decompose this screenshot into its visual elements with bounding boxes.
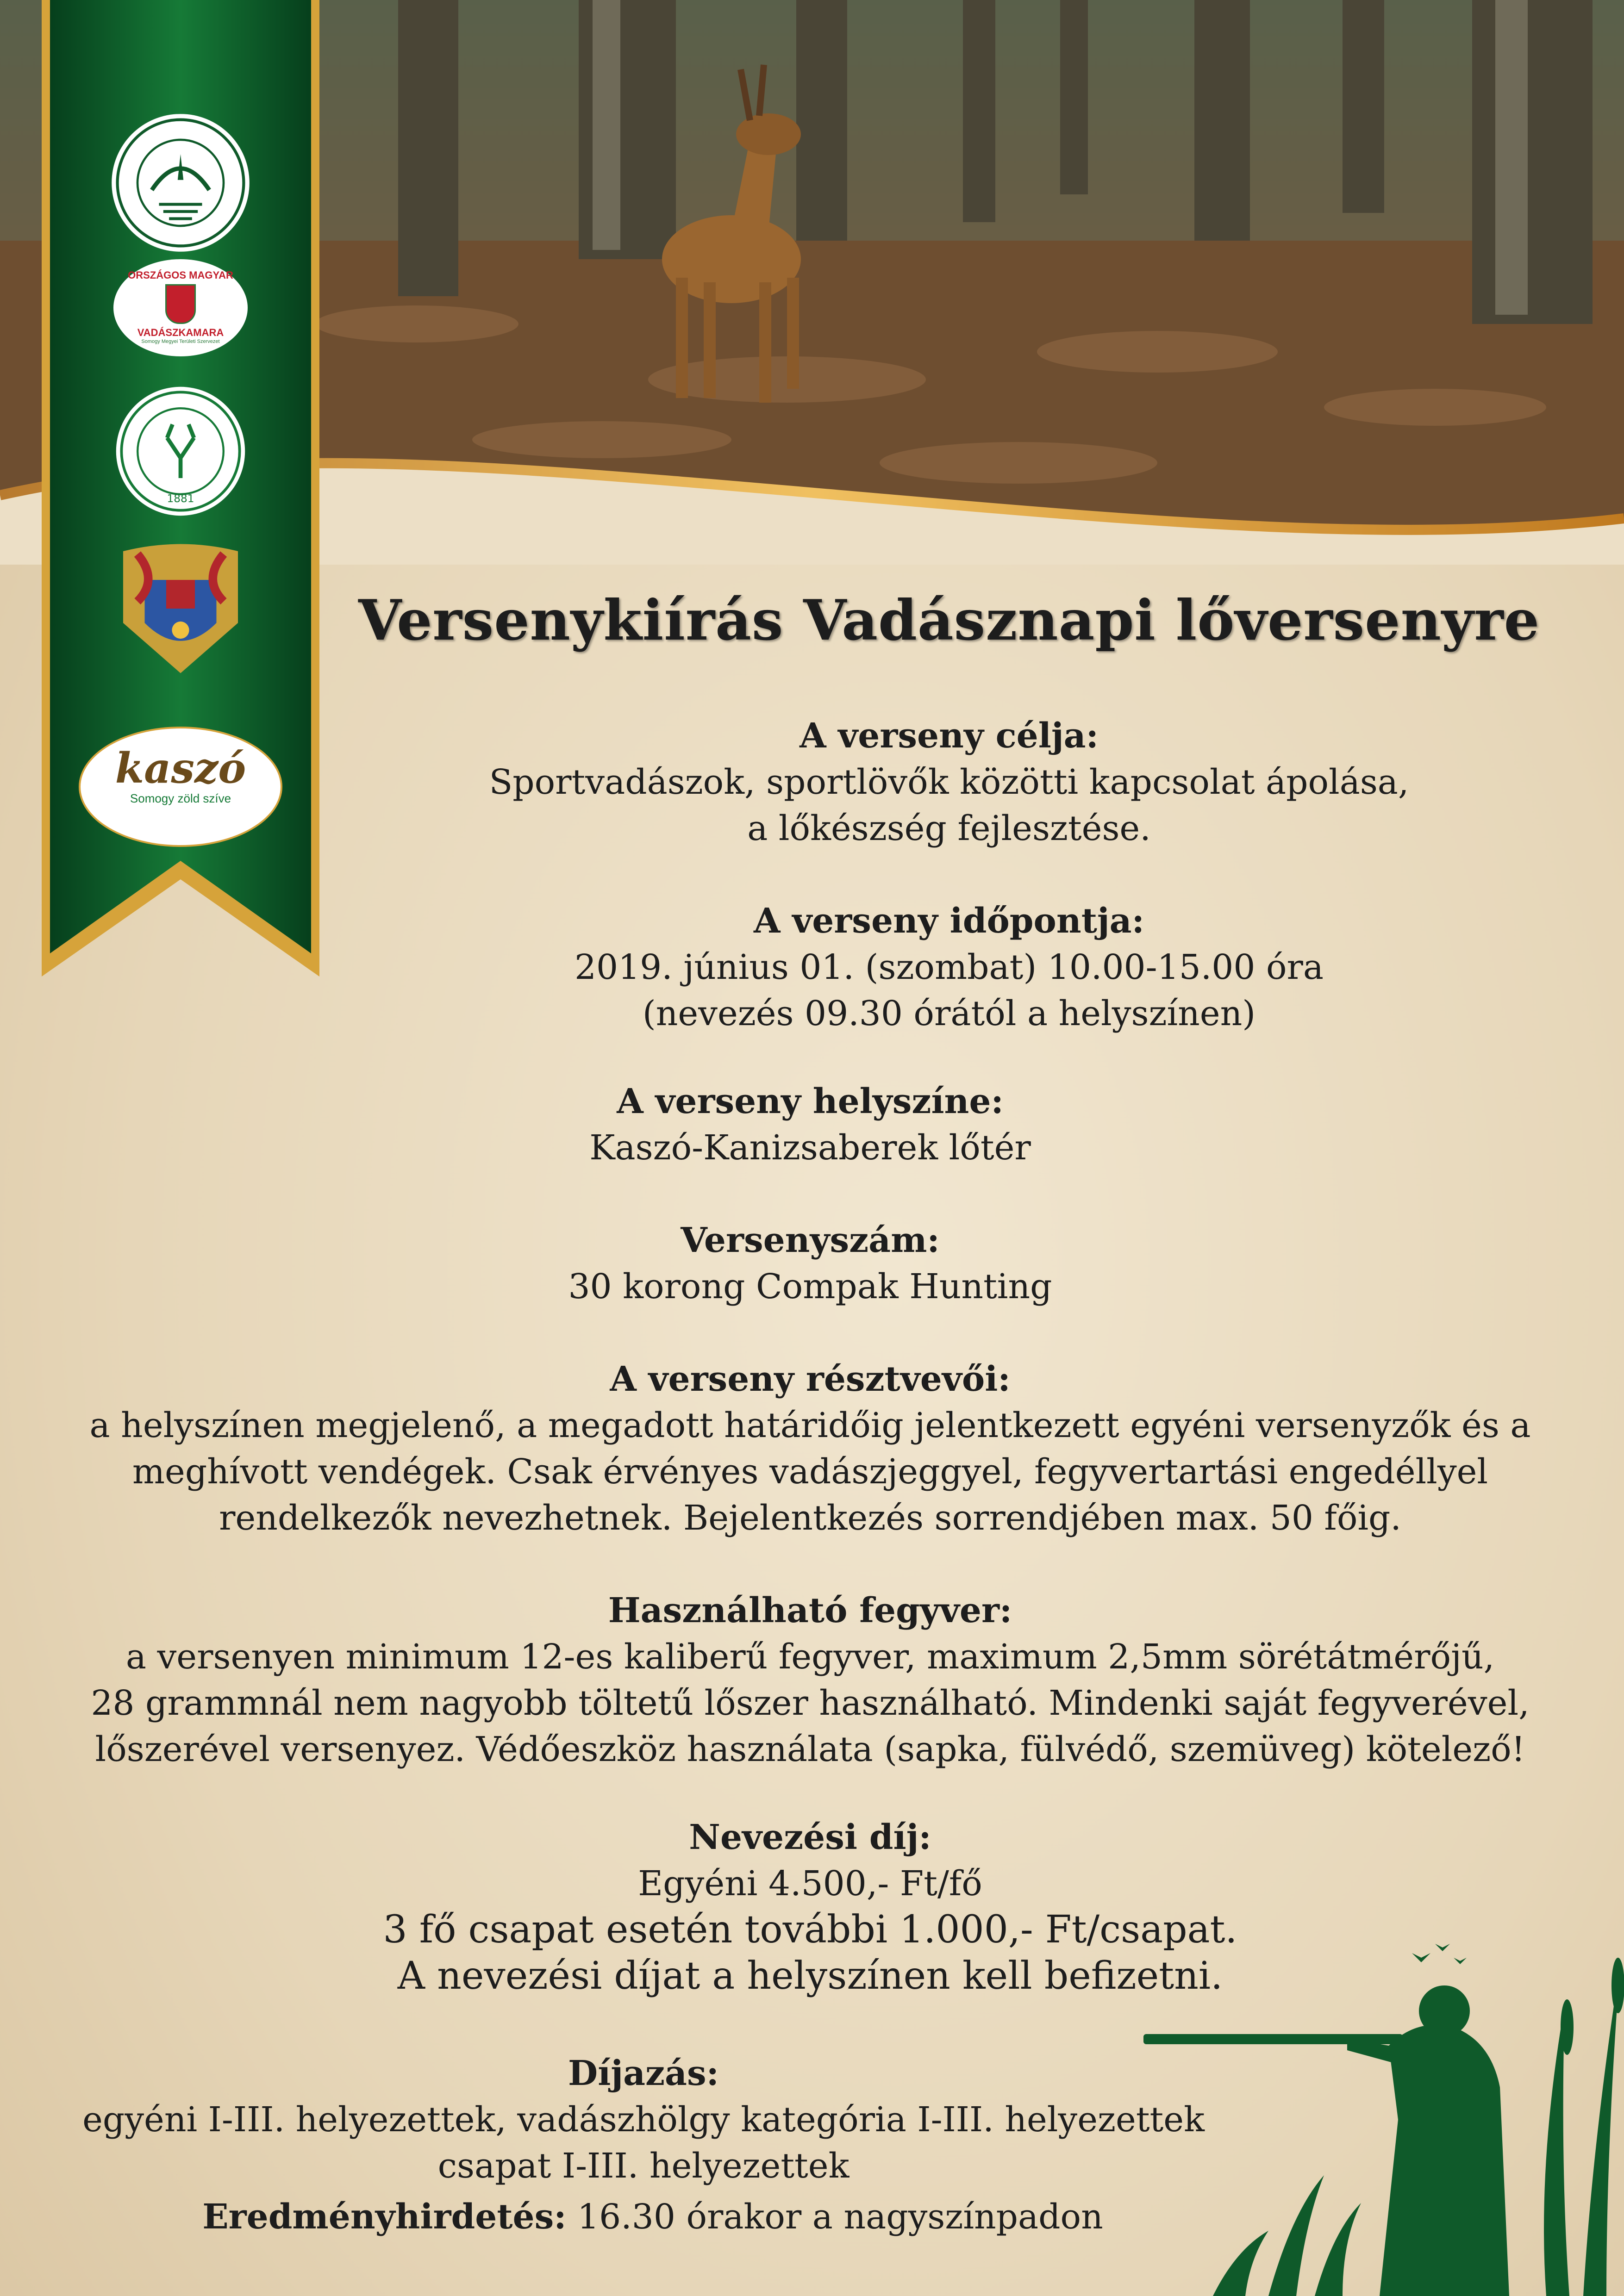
versenyszam-line-1: 30 korong Compak Hunting — [568, 1267, 1052, 1307]
kaszo-slogan: Somogy zöld szíve — [130, 791, 231, 805]
kaszo-logo — [79, 727, 282, 847]
fegyver-line-2: 28 grammnál nem nagyobb töltetű lőszer használható. Mindenki saját fegyverével, — [91, 1683, 1530, 1723]
resztvevok-line-2: meghívott vendégek. Csak érvényes vadászjeggyel, fegyvertartási engedéllyel — [132, 1452, 1488, 1492]
cel-line-1: Sportvadászok, sportlövők közötti kapcsolat ápolása, — [489, 762, 1409, 802]
fegyver-line-3: lőszerével versenyez. Védőeszköz használata (sapka, fülvédő, szemüveg) kötelező! — [95, 1730, 1525, 1769]
section-versenyszam — [324, 1217, 1296, 1310]
section-helyszin — [324, 1078, 1296, 1171]
versenyszam-heading: Versenyszám: — [681, 1220, 940, 1260]
vadaszkamara-logo — [113, 259, 248, 356]
eredmenyhirdetes-line — [176, 2194, 1130, 2240]
section-dijazas — [46, 2050, 1241, 2189]
vadaszati-vedegylet-logo — [113, 384, 248, 518]
idopont-line-1: 2019. június 01. (szombat) 10.00-15.00 óra — [574, 947, 1324, 987]
dijazas-heading: Díjazás: — [568, 2053, 719, 2093]
resztvevok-line-3: rendelkezők nevezhetnek. Bejelentkezés sorrendjében max. 50 főig. — [219, 1498, 1401, 1538]
idopont-line-2: (nevezés 09.30 órától a helyszínen) — [642, 994, 1256, 1033]
idopont-heading: A verseny időpontja: — [754, 901, 1144, 941]
logo2-top-text: ORSZÁGOS MAGYAR — [128, 269, 233, 281]
nevezesi-heading: Nevezési díj: — [689, 1817, 931, 1857]
school-emblem-logo — [109, 111, 252, 255]
resztvevok-line-1: a helyszínen megjelenő, a megadott határidőig jelentkezett egyéni versenyzők és a — [89, 1406, 1531, 1445]
dijazas-line-2: csapat I-III. helyezettek — [437, 2146, 849, 2186]
section-idopont — [324, 898, 1574, 1037]
section-resztvevok — [46, 1356, 1574, 1541]
fegyver-heading: Használható fegyver: — [608, 1591, 1012, 1630]
nevezesi-line-3: A nevezési díjat a helyszínen kell befizetni. — [397, 1954, 1223, 1998]
nevezesi-line-2: 3 fő csapat esetén további 1.000,- Ft/csapat. — [383, 1908, 1237, 1952]
section-cel — [324, 713, 1574, 852]
eredmeny-label: Eredményhirdetés: — [202, 2197, 567, 2237]
cel-line-2: a lőkészség fejlesztése. — [747, 809, 1151, 848]
logo2-sub-text: Somogy Megyei Területi Szervezet — [141, 339, 220, 344]
hungarian-coat-of-arms-icon — [165, 284, 196, 324]
eredmeny-text: 16.30 órakor a nagyszínpadon — [566, 2197, 1103, 2237]
nevezesi-line-1: Egyéni 4.500,- Ft/fő — [638, 1864, 982, 1904]
resztvevok-heading: A verseny résztvevői: — [610, 1359, 1011, 1399]
cel-heading: A verseny célja: — [800, 716, 1099, 756]
dijazas-line-1: egyéni I-III. helyezettek, vadászhölgy kategória I-III. helyezettek — [82, 2100, 1205, 2140]
page-title: Versenykiírás Vadásznapi lőversenyre — [358, 588, 1540, 653]
logo2-bottom-text: VADÁSZKAMARA — [137, 327, 224, 338]
fegyver-line-1: a versenyen minimum 12-es kaliberű fegyver, maximum 2,5mm sörétátmérőjű, — [125, 1637, 1495, 1677]
helyszin-heading: A verseny helyszíne: — [617, 1082, 1004, 1121]
helyszin-line-1: Kaszó-Kanizsaberek lőtér — [589, 1128, 1031, 1168]
section-fegyver — [46, 1587, 1574, 1773]
city-coat-of-arms-logo — [109, 537, 252, 680]
logo3-year: 1881 — [167, 492, 194, 505]
kaszo-name: kaszó — [115, 744, 246, 793]
